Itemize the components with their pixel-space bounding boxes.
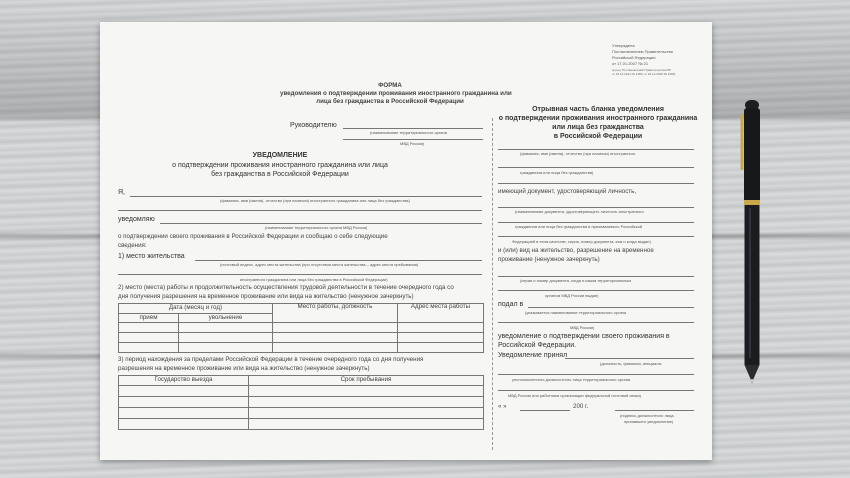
field-hint: (наименование территориального органа МВД России) — [265, 225, 368, 230]
pen-nib — [751, 379, 753, 384]
pen-tip — [745, 365, 760, 380]
item3-text: 3) период нахождения за пределами Российской Федерации в течение очередного года со дня получения — [118, 356, 424, 363]
fill-line — [498, 207, 694, 208]
fill-line — [343, 128, 483, 129]
stub-title: или лица без гражданства — [552, 124, 644, 131]
fill-line — [343, 139, 483, 140]
notice-title: УВЕДОМЛЕНИЕ — [252, 152, 308, 159]
date-year: 200 г. — [573, 403, 589, 410]
field-hint: (подпись должностного лица, — [620, 413, 675, 418]
form-title-line: уведомления о подтверждении проживания иностранного гражданина или — [280, 90, 512, 97]
approval-line: Российской Федерации — [612, 55, 656, 60]
field-hint: Федерацией в этом качестве, серия, номер документа, кем и когда выдан) — [512, 239, 651, 244]
approval-line: от 17.01.2007 № 21 — [612, 61, 649, 66]
table-header: Место работы, должность — [272, 304, 397, 323]
travel-table — [118, 375, 484, 430]
fill-line — [528, 307, 694, 308]
field-hint: гражданина или лица без гражданства и признаваемого Российской — [515, 224, 643, 229]
field-hint: МВД России или работника организации федеральной почтовой связи) — [508, 393, 642, 398]
accepted-label: Уведомление принял — [498, 352, 568, 359]
fill-line — [498, 183, 694, 184]
about-text: сведения: — [118, 242, 147, 249]
fill-line — [498, 374, 694, 375]
fill-line — [118, 274, 482, 275]
fill-line — [498, 236, 694, 237]
pen-cap — [744, 108, 760, 204]
notice-text: уведомление о подтверждении своего проживания в — [498, 333, 670, 340]
fill-line — [498, 322, 694, 323]
fill-line — [498, 149, 694, 150]
field-hint: (фамилия, имя (имена), отчество (при наличии) иностранного гражданина или лица без гражданства) — [220, 198, 410, 203]
work-table — [118, 303, 484, 353]
item3-text: разрешения на временное проживание или вида на жительство (ненужное зачеркнуть) — [118, 365, 370, 372]
about-text: о подтверждении своего проживания в Российской Федерации и сообщаю о себе следующие — [118, 233, 388, 240]
fill-line — [195, 260, 482, 261]
field-hint: (фамилия, имя (имена), отчество (при наличии) иностранного — [520, 151, 636, 156]
permit-text: и (или) вид на жительство, разрешение на временное — [498, 247, 654, 254]
tear-off-line — [492, 118, 493, 450]
table-row — [119, 343, 484, 353]
fill-line — [498, 167, 694, 168]
ya-label: Я, — [118, 189, 125, 196]
pen-barrel — [745, 205, 760, 365]
fill-line — [498, 222, 694, 223]
field-hint: иностранного гражданина или лица без гражданства в Российской Федерации) — [240, 277, 388, 282]
notice-text: Российской Федерации. — [498, 342, 577, 349]
stub-title: о подтверждении проживания иностранного гражданина — [498, 115, 698, 122]
table-header: Государство выезда — [119, 376, 249, 386]
field-hint: принявшего уведомление) — [624, 419, 674, 424]
table-header: Адрес места работы — [397, 304, 483, 323]
table-row — [119, 386, 484, 397]
item2-text: 2) место (места) работы и продолжительность осуществления трудовой деятельности в течение очередного года со — [118, 284, 454, 291]
field-hint: МВД России) — [570, 325, 595, 330]
field-hint: МВД России) — [400, 141, 425, 146]
table-header: Срок пребывания — [249, 376, 484, 386]
notice-subtitle: о подтверждении проживания иностранного гражданина или лица — [172, 162, 388, 169]
pen-clip — [741, 114, 744, 170]
fill-line — [160, 223, 482, 224]
table-row — [119, 333, 484, 343]
stub-title: Отрывная часть бланка уведомления — [532, 106, 664, 113]
fill-line — [498, 290, 694, 291]
date-quote: « » — [498, 403, 507, 410]
table-subheader: прием — [119, 314, 179, 323]
fill-line — [130, 196, 482, 197]
approval-line: Утверждена — [612, 43, 635, 48]
fill-line — [615, 410, 694, 411]
approval-line: Постановлением Правительства — [612, 49, 673, 54]
head-label: Руководителю — [290, 122, 337, 129]
doc-text: имеющий документ, удостоверяющий личность, — [498, 188, 637, 195]
field-hint: уполномоченного должностного лица территориального органа — [512, 377, 631, 382]
form-sheet — [100, 22, 712, 460]
fill-line — [565, 358, 694, 359]
ballpoint-pen — [737, 100, 767, 385]
field-hint: (указывается наименование территориального органа — [525, 310, 627, 315]
field-hint: органом МВД России выдан) — [545, 293, 599, 298]
item1-label: 1) место жительства — [118, 253, 185, 260]
notify-label: уведомляю — [118, 216, 155, 223]
form-title-line: лица без гражданства в Российской Федерации — [316, 98, 464, 105]
stub-title: в Российской Федерации — [553, 133, 643, 140]
field-hint: (наименование документа, удостоверяющего личность иностранного — [515, 209, 644, 214]
field-hint: (наименование территориального органа — [370, 130, 447, 135]
field-hint: гражданина или лица без гражданства) — [520, 170, 594, 175]
table-row — [119, 397, 484, 408]
approval-line: (в ред. Постановлений Правительства РФ — [612, 68, 671, 72]
field-hint: (должность, фамилия, инициалы — [600, 361, 662, 366]
fill-line — [118, 210, 482, 211]
table-row — [119, 419, 484, 430]
fill-line — [520, 410, 570, 411]
notice-subtitle: без гражданства в Российской Федерации — [211, 171, 349, 178]
table-row — [119, 408, 484, 419]
field-hint: (почтовый индекс, адрес места жительства (при отсутствии места жительства – адрес места пребывания) — [220, 262, 419, 267]
field-hint: (серия и номер документа, когда и каким территориальным — [520, 278, 631, 283]
filed-label: подал в — [498, 301, 524, 308]
table-header: Дата (месяц и год) — [119, 304, 273, 314]
table-subheader: увольнение — [179, 314, 273, 323]
form-word: ФОРМА — [378, 82, 402, 89]
fill-line — [498, 390, 694, 391]
item2-text: дня получения разрешения на временное проживание или вида на жительство (ненужное зачеркнуть) — [118, 293, 414, 300]
pen-gold-ring — [744, 200, 760, 205]
approval-line: от 15.12.2014 № 1480, от 26.12.2018 № 1684) — [612, 72, 676, 76]
fill-line — [498, 276, 694, 277]
permit-text: проживание (ненужное зачеркнуть) — [498, 256, 600, 263]
table-row — [119, 323, 484, 333]
